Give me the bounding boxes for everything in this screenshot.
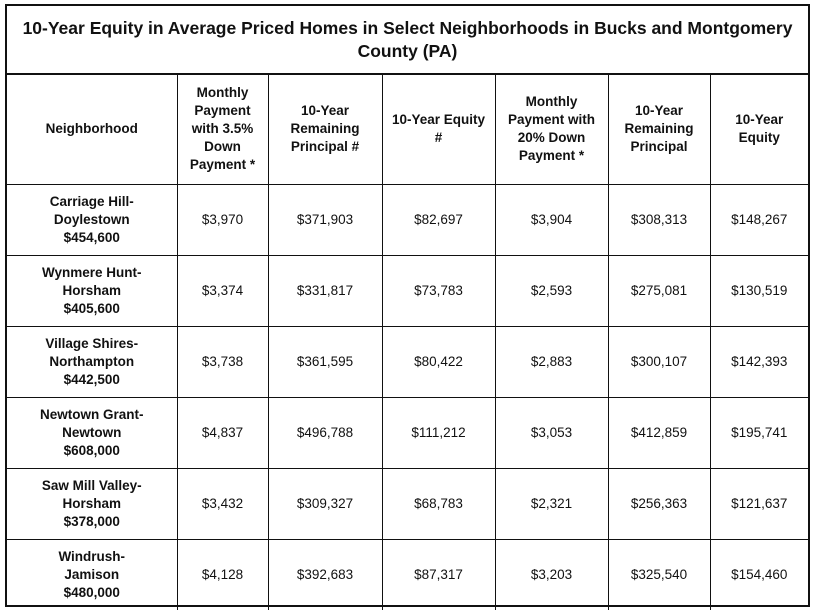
neighborhood-name: Saw Mill Valley-	[41, 477, 142, 493]
table-cell: $154,460	[710, 539, 808, 610]
table-cell: $331,817	[268, 255, 382, 326]
neighborhood-cell	[7, 184, 177, 255]
header-equity-3-5: 10-Year Equity #	[382, 75, 495, 184]
table-cell: $2,883	[495, 326, 608, 397]
table-cell: $2,593	[495, 255, 608, 326]
table-cell: $275,081	[608, 255, 710, 326]
header-remaining-principal-3-5: 10-Year Remaining Principal #	[268, 75, 382, 184]
table-row	[7, 397, 808, 468]
table-cell: $73,783	[382, 255, 495, 326]
table-cell: $256,363	[608, 468, 710, 539]
table-cell: $2,321	[495, 468, 608, 539]
neighborhood-town: Horsham	[62, 282, 121, 298]
header-monthly-payment-20: Monthly Payment with 20% Down Payment *	[495, 75, 608, 184]
equity-table-frame	[5, 4, 810, 607]
neighborhood-cell	[7, 255, 177, 326]
table-cell: $3,970	[177, 184, 268, 255]
neighborhood-cell	[7, 539, 177, 610]
neighborhood-town: Doylestown	[53, 211, 130, 227]
table-cell: $308,313	[608, 184, 710, 255]
table-row	[7, 184, 808, 255]
header-equity-20: 10-Year Equity	[710, 75, 808, 184]
table-cell: $87,317	[382, 539, 495, 610]
table-cell: $111,212	[382, 397, 495, 468]
neighborhood-name: Wynmere Hunt-	[41, 264, 142, 280]
neighborhood-price: $480,000	[63, 584, 120, 600]
neighborhood-price: $405,600	[63, 300, 120, 316]
table-cell: $325,540	[608, 539, 710, 610]
table-cell: $300,107	[608, 326, 710, 397]
table-cell: $3,432	[177, 468, 268, 539]
header-remaining-principal-20: 10-Year Remaining Principal	[608, 75, 710, 184]
table-row	[7, 255, 808, 326]
neighborhood-price: $378,000	[63, 513, 120, 529]
table-cell: $412,859	[608, 397, 710, 468]
table-row	[7, 539, 808, 610]
neighborhood-town: Jamison	[64, 566, 120, 582]
neighborhood-price: $454,600	[63, 229, 120, 245]
table-cell: $4,837	[177, 397, 268, 468]
neighborhood-name: Carriage Hill-	[49, 193, 134, 209]
table-cell: $3,738	[177, 326, 268, 397]
neighborhood-town: Newtown	[62, 424, 122, 440]
table-title: 10-Year Equity in Average Priced Homes in Select Neighborhoods in Bucks and Montgomery County (PA)	[7, 6, 808, 75]
header-neighborhood: Neighborhood	[7, 75, 177, 184]
header-monthly-payment-3-5: Monthly Payment with 3.5% Down Payment *	[177, 75, 268, 184]
table-cell: $3,904	[495, 184, 608, 255]
neighborhood-cell	[7, 397, 177, 468]
neighborhood-cell	[7, 468, 177, 539]
table-cell: $3,374	[177, 255, 268, 326]
table-cell: $82,697	[382, 184, 495, 255]
neighborhood-name: Windrush-	[58, 548, 126, 564]
header-row	[7, 75, 808, 184]
neighborhood-cell	[7, 326, 177, 397]
neighborhood-price: $442,500	[63, 371, 120, 387]
table-cell: $121,637	[710, 468, 808, 539]
neighborhood-name: Newtown Grant-	[40, 406, 144, 422]
table-cell: $371,903	[268, 184, 382, 255]
table-cell: $68,783	[382, 468, 495, 539]
table-cell: $3,203	[495, 539, 608, 610]
table-cell: $361,595	[268, 326, 382, 397]
table-cell: $496,788	[268, 397, 382, 468]
table-cell: $80,422	[382, 326, 495, 397]
table-cell: $142,393	[710, 326, 808, 397]
table-cell: $195,741	[710, 397, 808, 468]
neighborhood-town: Northampton	[49, 353, 135, 369]
table-cell: $3,053	[495, 397, 608, 468]
neighborhood-price: $608,000	[63, 442, 120, 458]
neighborhood-town: Horsham	[62, 495, 121, 511]
equity-table	[7, 75, 808, 610]
table-cell: $4,128	[177, 539, 268, 610]
neighborhood-name: Village Shires-	[45, 335, 139, 351]
table-cell: $309,327	[268, 468, 382, 539]
table-row	[7, 326, 808, 397]
table-row	[7, 468, 808, 539]
table-cell: $130,519	[710, 255, 808, 326]
table-cell: $148,267	[710, 184, 808, 255]
table-cell: $392,683	[268, 539, 382, 610]
